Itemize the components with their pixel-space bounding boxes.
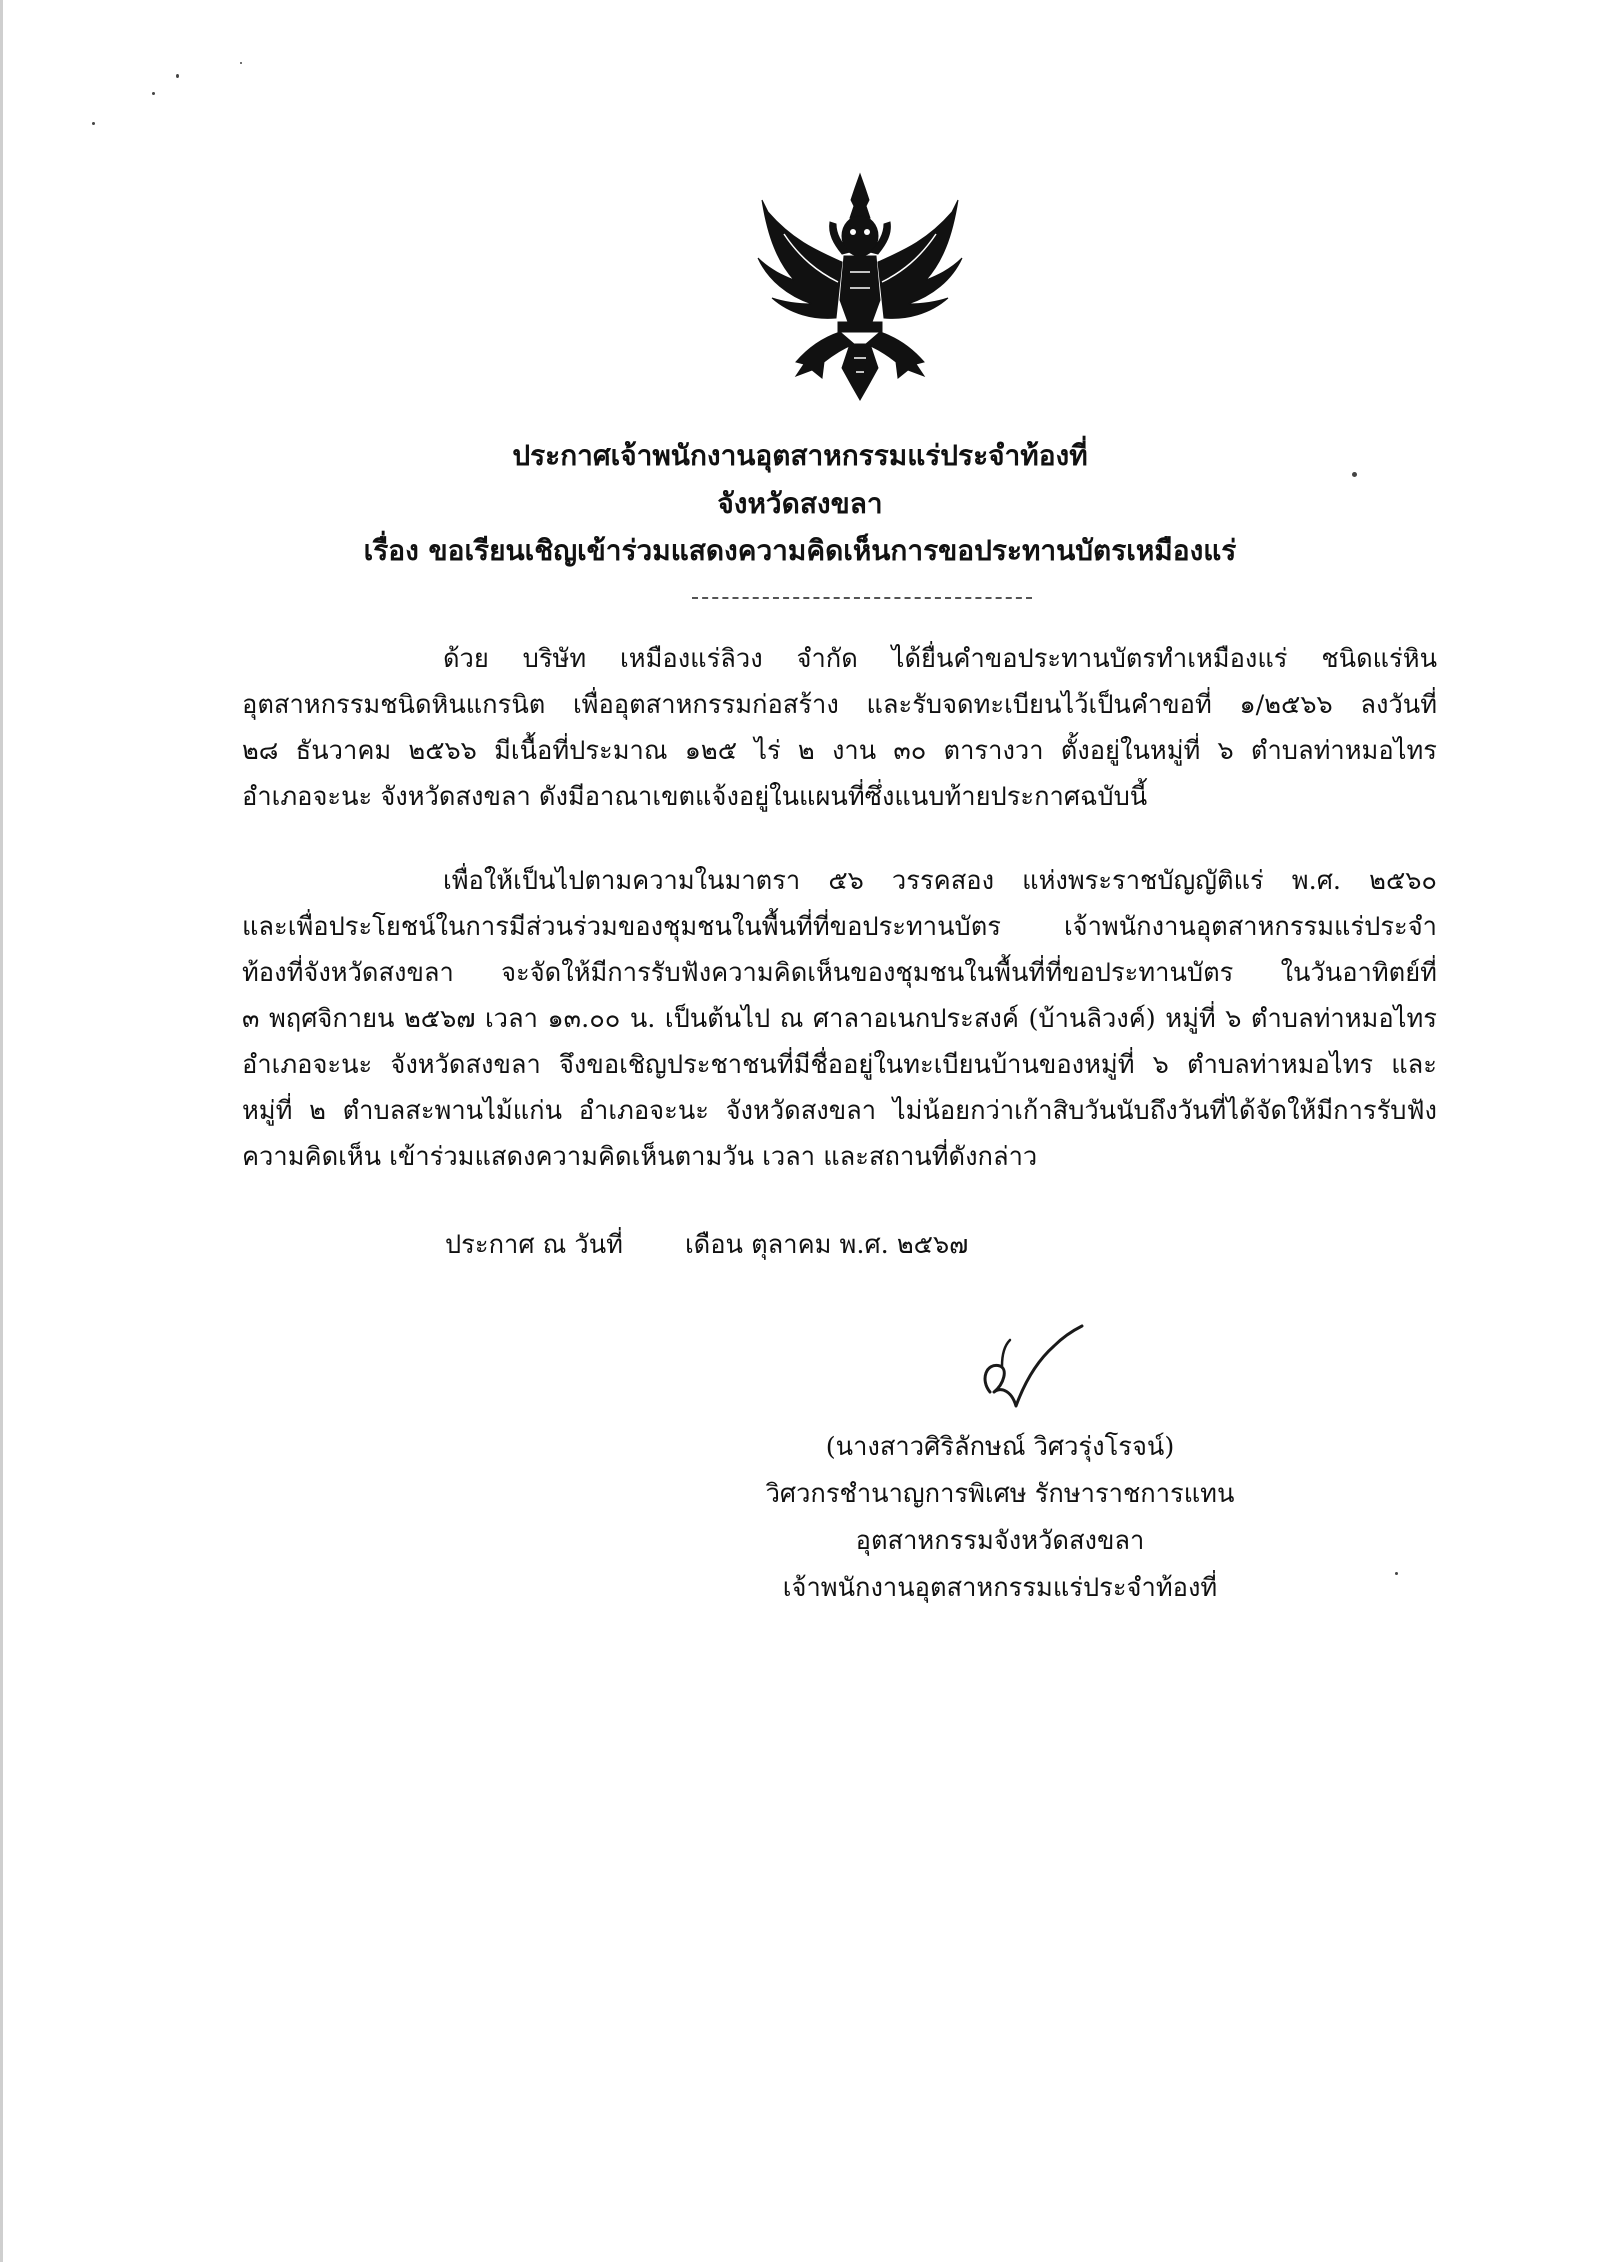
paragraph-line: อำเภอจะนะ จังหวัดสงขลา ดังมีอาณาเขตแจ้งอยู่ในแผนที่ซึ่งแนบท้ายประกาศฉบับนี้ xyxy=(242,782,1148,812)
signatory-position-2: อุตสาหกรรมจังหวัดสงขลา xyxy=(855,1526,1145,1556)
signatory-position-3: เจ้าพนักงานอุตสาหกรรมแร่ประจำท้องที่ xyxy=(782,1573,1218,1603)
body-paragraph-2 xyxy=(242,858,1437,1180)
body-paragraph-1 xyxy=(242,636,1437,820)
handwritten-signature xyxy=(972,1322,1092,1422)
paragraph-line: ท้องที่จังหวัดสงขลา จะจัดให้มีการรับฟังความคิดเห็นของชุมชนในพื้นที่ที่ขอประทานบัตร ในวันอาทิตย์ที่ xyxy=(242,958,1437,988)
scan-speck xyxy=(240,62,242,64)
paragraph-line: ด้วย บริษัท เหมืองแร่ลิวง จำกัด ได้ยื่นคำขอประทานบัตรทำเหมืองแร่ ชนิดแร่หิน xyxy=(443,644,1437,674)
signatory-position-1: วิศวกรชำนาญการพิเศษ รักษาราชการแทน xyxy=(765,1479,1235,1509)
paragraph-line: อุตสาหกรรมชนิดหินแกรนิต เพื่ออุตสาหกรรมก่อสร้าง และรับจดทะเบียนไว้เป็นคำขอที่ ๑/๒๕๖๖ ลงวันที่ xyxy=(242,690,1437,720)
paragraph-line: อำเภอจะนะ จังหวัดสงขลา จึงขอเชิญประชาชนที่มีชื่ออยู่ในทะเบียนบ้านของหมู่ที่ ๖ ตำบลท่าหมอไทร และ xyxy=(242,1050,1437,1080)
signatory-name: (นางสาวศิริลักษณ์ วิศวรุ่งโรจน์) xyxy=(825,1432,1175,1462)
title-divider xyxy=(692,597,1032,599)
paragraph-line: เพื่อให้เป็นไปตามความในมาตรา ๕๖ วรรคสอง แห่งพระราชบัญญัติแร่ พ.ศ. ๒๕๖๐ xyxy=(443,866,1437,896)
garuda-emblem-icon xyxy=(738,172,982,402)
scan-speck xyxy=(152,92,155,95)
scan-speck xyxy=(92,122,95,125)
date-prefix: ประกาศ ณ วันที่ xyxy=(445,1230,623,1260)
subject-title: เรื่อง ขอเรียนเชิญเข้าร่วมแสดงความคิดเห็นการขอประทานบัตรเหมืองแร่ xyxy=(363,534,1237,567)
announcement-title: ประกาศเจ้าพนักงานอุตสาหกรรมแร่ประจำท้องที่ xyxy=(512,439,1088,472)
province-title: จังหวัดสงขลา xyxy=(717,487,883,520)
paragraph-line: และเพื่อประโยชน์ในการมีส่วนร่วมของชุมชนในพื้นที่ที่ขอประทานบัตร เจ้าพนักงานอุตสาหกรรมแร่ประจำ xyxy=(242,912,1437,942)
scan-speck xyxy=(1395,1572,1398,1575)
announcement-date xyxy=(445,1222,968,1268)
scan-edge xyxy=(0,0,3,2262)
paragraph-line: ๒๘ ธันวาคม ๒๕๖๖ มีเนื้อที่ประมาณ ๑๒๕ ไร่ ๒ งาน ๓๐ ตารางวา ตั้งอยู่ในหมู่ที่ ๖ ตำบลท่าหมอไทร xyxy=(242,736,1437,766)
paragraph-line: ความคิดเห็น เข้าร่วมแสดงความคิดเห็นตามวัน เวลา และสถานที่ดังกล่าว xyxy=(242,1142,1038,1172)
scan-speck xyxy=(176,74,179,78)
date-month-year: เดือน ตุลาคม พ.ศ. ๒๕๖๗ xyxy=(684,1230,969,1260)
paragraph-line: หมู่ที่ ๒ ตำบลสะพานไม้แก่น อำเภอจะนะ จังหวัดสงขลา ไม่น้อยกว่าเก้าสิบวันนับถึงวันที่ได้จัดให้มีการรับฟัง xyxy=(242,1096,1437,1126)
paragraph-line: ๓ พฤศจิกายน ๒๕๖๗ เวลา ๑๓.๐๐ น. เป็นต้นไป ณ ศาลาอเนกประสงค์ (บ้านลิวงค์) หมู่ที่ ๖ ตำบลท่าหมอไทร xyxy=(242,1004,1437,1034)
